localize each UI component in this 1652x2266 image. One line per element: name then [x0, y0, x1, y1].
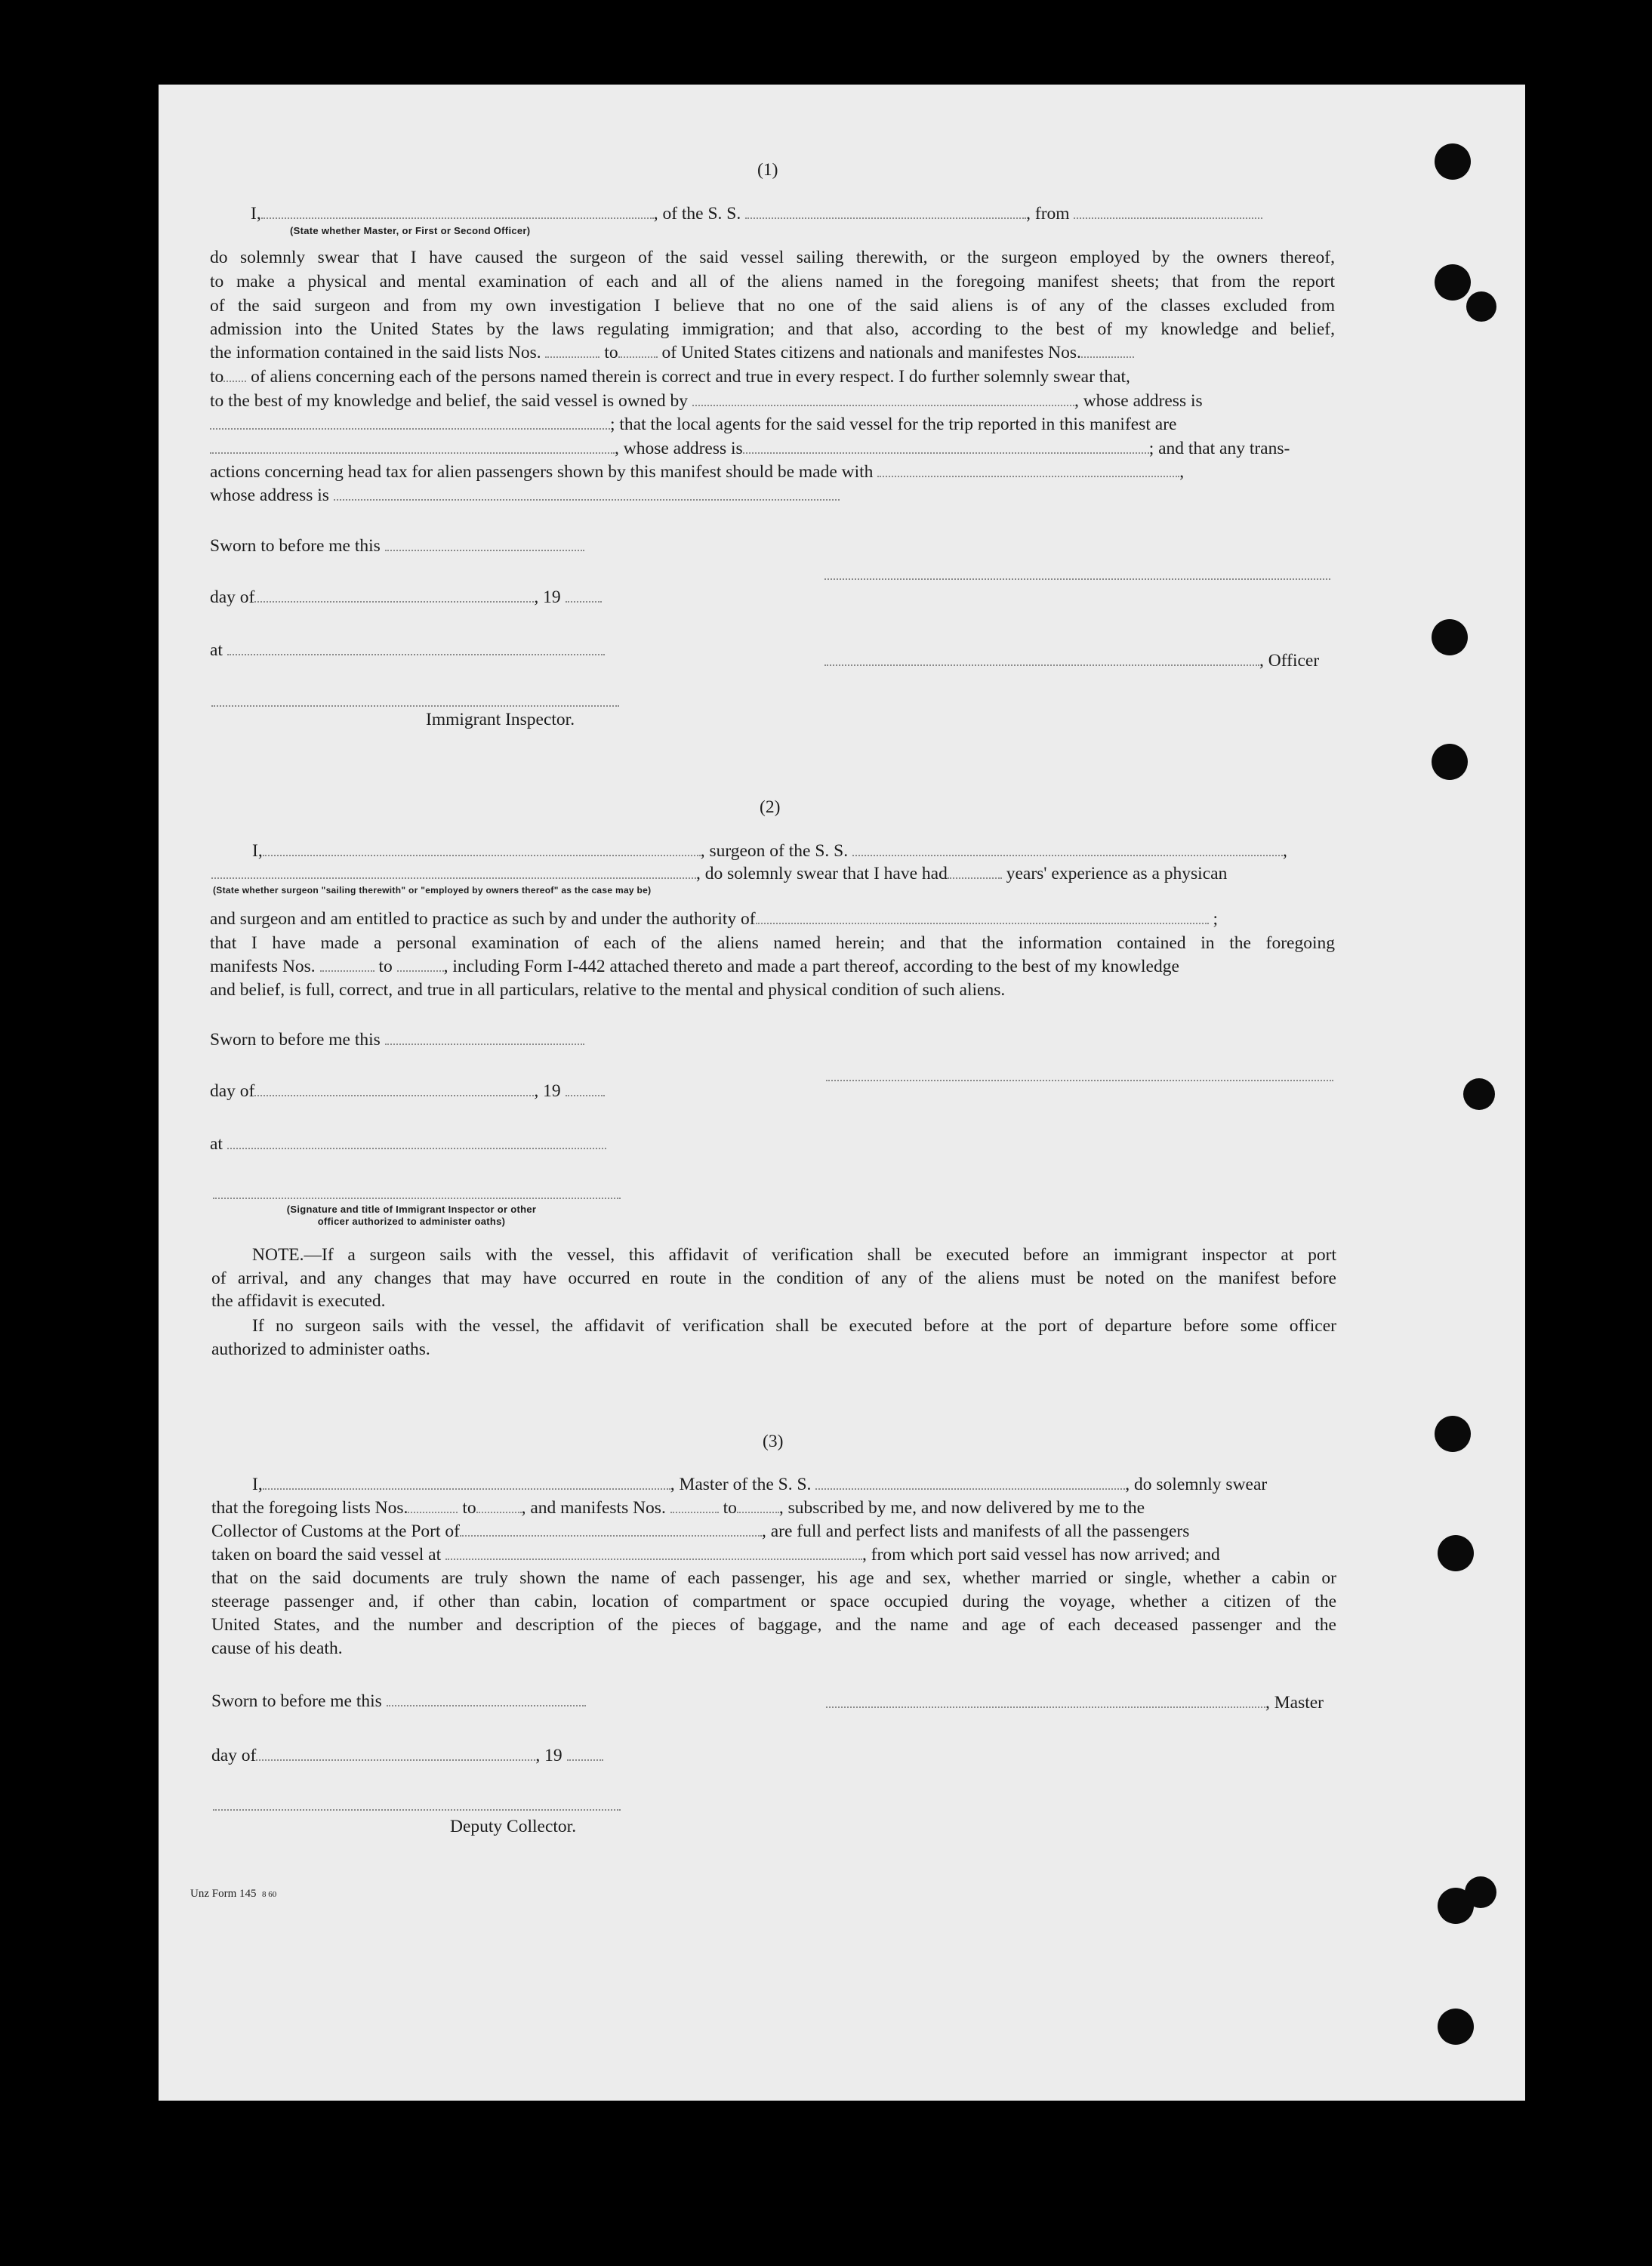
of-ss-label: , of the S. S. [653, 204, 741, 224]
at-place-field[interactable] [227, 654, 605, 655]
owner-field[interactable] [692, 405, 1074, 406]
collector-signature-line[interactable] [213, 1809, 621, 1811]
master-line-1: I, , Master of the S. S. , do solemnly swear [252, 1475, 1268, 1494]
surgeon-note: (State whether surgeon "sailing therewith" or "employed by owners thereof" as the case may be) [213, 885, 652, 896]
surgeon-vessel-field[interactable] [852, 855, 1283, 856]
day-of-field[interactable] [254, 1095, 534, 1096]
punch-hole [1435, 264, 1471, 301]
at-place-field[interactable] [227, 1148, 606, 1149]
manifests-to-field[interactable] [223, 381, 246, 382]
years-field[interactable] [948, 877, 1002, 879]
surgeon-name-field[interactable] [263, 855, 701, 856]
officer-note: (State whether Master, or First or Second Officer) [290, 225, 531, 236]
from-label: , from [1026, 204, 1070, 224]
sworn-line: Sworn to before me this [210, 1028, 584, 1053]
master-text-line: United States, and the number and description of the pieces of baggage, and the name and age of each deceased passenger and the [211, 1615, 1336, 1635]
port-of-embarkation-field[interactable] [445, 1558, 862, 1560]
examination-text-line: that I have made a personal examination of each of the aliens named herein; and that the information contained in the foregoing [210, 933, 1335, 953]
at-line: at [210, 639, 605, 663]
day-of-field[interactable] [254, 601, 534, 603]
day-of-field[interactable] [256, 1759, 535, 1761]
form-number: Unz Form 145 8 60 [190, 1888, 277, 1900]
manifests-line: manifests Nos. to , including Form I-442 attached thereto and made a part thereof, according to the best of my knowledge [210, 957, 1179, 976]
day-of-line: day of , 19 [210, 1080, 605, 1104]
surgeon-line-1: I, , surgeon of the S. S. , [252, 841, 1287, 861]
lists-from-field[interactable] [545, 356, 599, 358]
whose-address-line: whose address is [210, 484, 840, 508]
oath-text-line: to make a physical and mental examination of each and all of the aliens named in the foregoing manifest sheets; that from the report [210, 272, 1335, 291]
lists-to-field[interactable] [618, 356, 658, 358]
inspector-signature-line[interactable] [213, 1198, 621, 1199]
day-of-line: day of , 19 [210, 586, 602, 610]
master-line-3: Collector of Customs at the Port of , are full and perfect lists and manifests of all the passengers [211, 1521, 1190, 1541]
at-line: at [210, 1133, 606, 1157]
surgeon-line-2: , do solemnly swear that I have had years' experience as a physican [211, 862, 1227, 886]
section-1-line-1 [251, 202, 1262, 227]
master-text-line: cause of his death. [211, 1639, 343, 1658]
master-text-line: that on the said documents are truly shown the name of each passenger, his age and sex, whether married or single, whether a cabin or [211, 1568, 1336, 1588]
i-label: I, [251, 204, 261, 224]
owner-line: to the best of my knowledge and belief, the said vessel is owned by , whose address is [210, 391, 1203, 411]
agents-line: ; that the local agents for the said vessel for the trip reported in this manifest are [210, 413, 1176, 437]
surgeon-type-field[interactable] [211, 877, 696, 879]
section-2-number: (2) [760, 797, 781, 817]
punch-hole [1463, 1078, 1495, 1110]
officer-signature-field[interactable] [824, 664, 1259, 666]
head-tax-field[interactable] [877, 476, 1179, 477]
deputy-collector-label: Deputy Collector. [450, 1817, 577, 1836]
surgeon-manifests-from-field[interactable] [320, 970, 374, 972]
lists-from-field[interactable] [408, 1512, 458, 1513]
manifests-to-field[interactable] [737, 1512, 779, 1513]
owner-address-field[interactable] [210, 428, 610, 430]
manifests-from-field[interactable] [670, 1512, 719, 1513]
surgeon-signature-line[interactable] [826, 1080, 1333, 1081]
note-line: the affidavit is executed. [211, 1291, 386, 1311]
signature-note: (Signature and title of Immigrant Inspector or other officer authorized to administer oaths) [286, 1204, 537, 1227]
punch-hole [1432, 744, 1468, 780]
oath-text-line: of the said surgeon and from my own investigation I believe that no one of the said aliens is of any of the classes excluded from [210, 296, 1335, 316]
day-of-line: day of , 19 [211, 1744, 603, 1768]
officer-name-field[interactable] [261, 217, 654, 219]
year-field[interactable] [566, 1095, 605, 1096]
master-text-line: steerage passenger and, if other than cabin, location of compartment or space occupied during the voyage, whether a citizen of the [211, 1592, 1336, 1611]
officer-signature-line: , Officer [824, 649, 1319, 674]
section-1-number: (1) [757, 160, 778, 180]
sworn-line: Sworn to before me this [211, 1690, 586, 1714]
head-tax-address-field[interactable] [334, 499, 840, 501]
vessel-name-field[interactable] [745, 217, 1026, 219]
sworn-date-field[interactable] [385, 550, 584, 551]
punch-hole [1465, 1876, 1496, 1908]
punch-hole [1438, 2009, 1474, 2045]
punch-hole [1466, 291, 1496, 322]
master-signature-line: , Master [826, 1691, 1324, 1716]
note-line: NOTE.—If a surgeon sails with the vessel, this affidavit of verification shall be executed before an immigrant inspector at port [252, 1245, 1336, 1265]
agents-field[interactable] [210, 452, 615, 454]
punch-hole [1435, 143, 1471, 180]
from-port-field[interactable] [1074, 217, 1262, 219]
lists-line: the information contained in the said lists Nos. to of United States citizens and nationals and manifestes Nos. [210, 341, 1134, 365]
oath-text-line: admission into the United States by the laws regulating immigration; and that also, according to the best of my knowledge and belief, [210, 319, 1335, 339]
port-field[interactable] [460, 1535, 762, 1537]
master-signature-field[interactable] [826, 1706, 1265, 1708]
surgeon-manifests-to-field[interactable] [397, 970, 444, 972]
master-line-2: that the foregoing lists Nos. to , and manifests Nos. to , subscribed by me, and now delivered by me to the [211, 1498, 1145, 1518]
agents-address-line: , whose address is ; and that any trans- [210, 437, 1290, 461]
manifests-from-field[interactable] [1081, 356, 1134, 358]
inspector-signature-line[interactable] [211, 705, 619, 707]
punch-hole [1432, 619, 1468, 655]
master-line-4: taken on board the said vessel at , from which port said vessel has now arrived; and [211, 1545, 1220, 1565]
aliens-line: to of aliens concerning each of the persons named therein is correct and true in every respect. I do further solemnly swear that, [210, 367, 1130, 387]
master-vessel-field[interactable] [815, 1488, 1125, 1490]
year-field[interactable] [567, 1759, 603, 1761]
year-field[interactable] [566, 601, 602, 603]
note-line: authorized to administer oaths. [211, 1340, 430, 1359]
authority-line: and surgeon and am entitled to practice as such by and under the authority of ; [210, 909, 1219, 929]
signature-line[interactable] [824, 578, 1330, 580]
punch-hole [1435, 1416, 1471, 1452]
immigrant-inspector-label: Immigrant Inspector. [426, 710, 575, 729]
section-3-number: (3) [763, 1432, 784, 1451]
master-name-field[interactable] [263, 1488, 670, 1490]
sworn-line: Sworn to before me this [210, 535, 584, 559]
note-line: of arrival, and any changes that may have occurred en route in the condition of any of the aliens must be noted on the manifest before [211, 1269, 1336, 1288]
authority-field[interactable] [756, 923, 1209, 924]
punch-hole [1438, 1535, 1474, 1571]
head-tax-line: actions concerning head tax for alien passengers shown by this manifest should be made with , [210, 462, 1185, 482]
note-line: If no surgeon sails with the vessel, the affidavit of verification shall be executed before at the port of departure before some officer [252, 1316, 1336, 1336]
lists-to-field[interactable] [476, 1512, 522, 1513]
oath-text-line: do solemnly swear that I have caused the surgeon of the said vessel sailing therewith, or the surgeon employed by the owners thereof, [210, 248, 1335, 267]
sworn-date-field[interactable] [385, 1044, 584, 1045]
agents-address-field[interactable] [743, 452, 1149, 454]
sworn-date-field[interactable] [387, 1705, 586, 1706]
belief-line: and belief, is full, correct, and true in all particulars, relative to the mental and physical condition of such aliens. [210, 980, 1006, 1000]
